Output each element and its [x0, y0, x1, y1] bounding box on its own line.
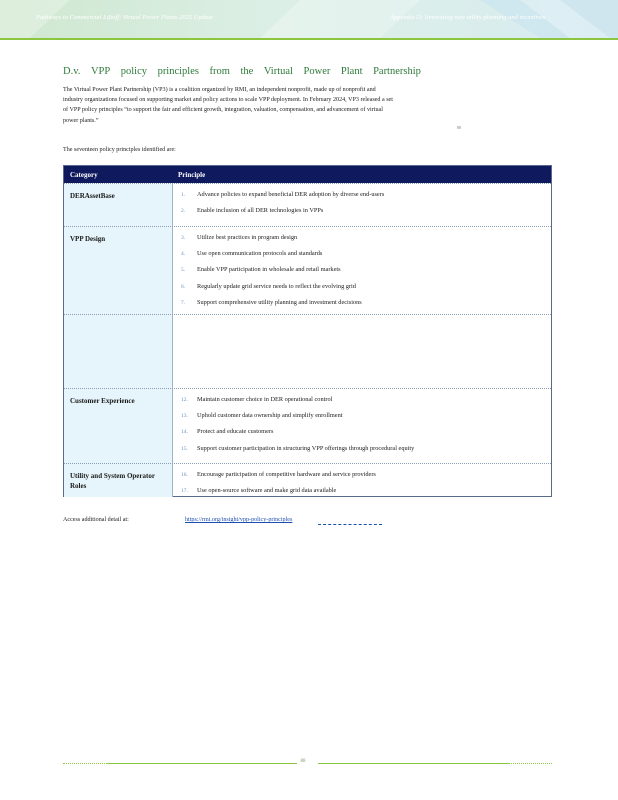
- heading-word: Plant: [340, 66, 363, 77]
- footnote-marker: 88: [457, 125, 461, 130]
- principle-list: [181, 471, 547, 503]
- principle-item: [181, 445, 547, 461]
- heading-word: Partnership: [373, 66, 421, 77]
- header-banner: [0, 0, 618, 40]
- principle-item: [181, 412, 547, 428]
- principle-number: 16.: [181, 472, 188, 478]
- principle-item: [181, 396, 547, 412]
- principle-number: 2.: [181, 208, 186, 215]
- lead-sentence: The seventeen policy principles identified are:: [63, 147, 176, 153]
- intro-paragraph: The Virtual Power Plant Partnership (VP3) is a coalition organized by RMI, an independent nonprofit, made up of nonprofit and industry organizations focused on supporting market and policy actions to scale VPP deployment. In February 2024, VP3 released a set of VPP policy principles “to support the fair and efficient growth, integration, valuation, compensation, and advancement of virtual power plants.”: [63, 87, 393, 124]
- table-row: [64, 463, 551, 497]
- principle-number: 7.: [181, 299, 186, 306]
- category-cell: Customer Experience: [64, 389, 173, 464]
- principle-number: 1.: [181, 192, 186, 198]
- principle-number: 12.: [181, 397, 188, 403]
- principle-item: [181, 266, 547, 282]
- table-row: [64, 226, 551, 315]
- principle-text: Advance policies to expand beneficial DER adoption by diverse end-users: [197, 191, 385, 198]
- heading-word: principles: [157, 66, 199, 77]
- principle-text: Use open-source software and make grid data available: [197, 487, 337, 495]
- footer-rule-dotted: [508, 763, 552, 764]
- principle-number: 13.: [181, 413, 188, 420]
- principle-item: [181, 487, 547, 503]
- principle-item: [181, 283, 547, 299]
- heading-word: the: [240, 66, 254, 77]
- principle-text: Support comprehensive utility planning and investment decisions: [197, 298, 362, 306]
- principle-text: Enable VPP participation in wholesale and retail markets: [197, 266, 341, 274]
- category-cell: [64, 315, 173, 389]
- header-category: Category: [70, 171, 98, 179]
- principle-list: [181, 234, 547, 315]
- footer-page-number: 88: [300, 759, 306, 764]
- access-label: Access additional detail at:: [63, 517, 129, 523]
- table-row: [64, 388, 551, 464]
- principle-number: 6.: [181, 283, 186, 290]
- principle-item: [181, 207, 547, 223]
- heading-word: policy: [120, 66, 148, 77]
- header-right-text: Appendix D: Innovating new utility planning and incentives: [390, 14, 546, 21]
- principle-number: 15.: [181, 445, 188, 452]
- footer-rule-dotted: [63, 763, 107, 764]
- principle-item: [181, 250, 547, 266]
- principle-number: 5.: [181, 267, 186, 274]
- principle-item: [181, 471, 547, 487]
- principle-number: 17.: [181, 488, 188, 495]
- heading-word: D.v.: [63, 66, 81, 77]
- principles-table: [63, 165, 552, 497]
- header-principle: Principle: [178, 171, 206, 179]
- table-row-empty: [64, 314, 551, 389]
- principle-text: Support customer participation in structuring VPP offerings through procedural equity: [197, 444, 415, 452]
- principle-text: Regularly update grid service needs to reflect the evolving grid: [197, 282, 356, 290]
- principle-text: Uphold customer data ownership and simplify enrollment: [197, 412, 343, 420]
- principle-text: Use open communication protocols and standards: [197, 250, 323, 258]
- table-row: [64, 183, 551, 227]
- heading-word: Virtual: [263, 66, 293, 77]
- principle-item: [181, 234, 547, 250]
- heading-word: Power: [303, 66, 331, 77]
- footer-rule: [107, 763, 297, 764]
- policy-principles-link[interactable]: https://rmi.org/insight/vpp-policy-principles: [185, 517, 293, 523]
- principle-number: 14.: [181, 429, 188, 436]
- header-left-text: Pathways to Commercial Liftoff: Virtual Power Plants 2025 Update: [36, 14, 213, 21]
- principle-item: [181, 299, 547, 315]
- category-cell: DERAssetBase: [64, 184, 173, 227]
- link-underline-trail: [318, 524, 382, 525]
- principle-text: Utilize best practices in program design: [197, 234, 298, 241]
- principle-text: Enable inclusion of all DER technologies in VPPs: [197, 207, 324, 215]
- principle-item: [181, 191, 547, 207]
- principle-list: [181, 191, 547, 223]
- principle-item: [181, 428, 547, 444]
- heading-word: VPP: [90, 66, 111, 77]
- principle-list: [181, 396, 547, 461]
- category-cell: Utility and System Operator Roles: [64, 464, 173, 497]
- principle-text: Maintain customer choice in DER operational control: [197, 396, 333, 403]
- principle-text: Encourage participation of competitive hardware and service providers: [197, 471, 376, 478]
- principle-text: Protect and educate customers: [197, 428, 274, 436]
- principle-number: 3.: [181, 235, 186, 241]
- principle-number: 4.: [181, 251, 186, 258]
- heading-word: from: [209, 66, 230, 77]
- section-heading: [63, 66, 421, 77]
- table-header: [64, 166, 551, 183]
- footer-rule: [318, 763, 508, 764]
- category-cell: VPP Design: [64, 227, 173, 315]
